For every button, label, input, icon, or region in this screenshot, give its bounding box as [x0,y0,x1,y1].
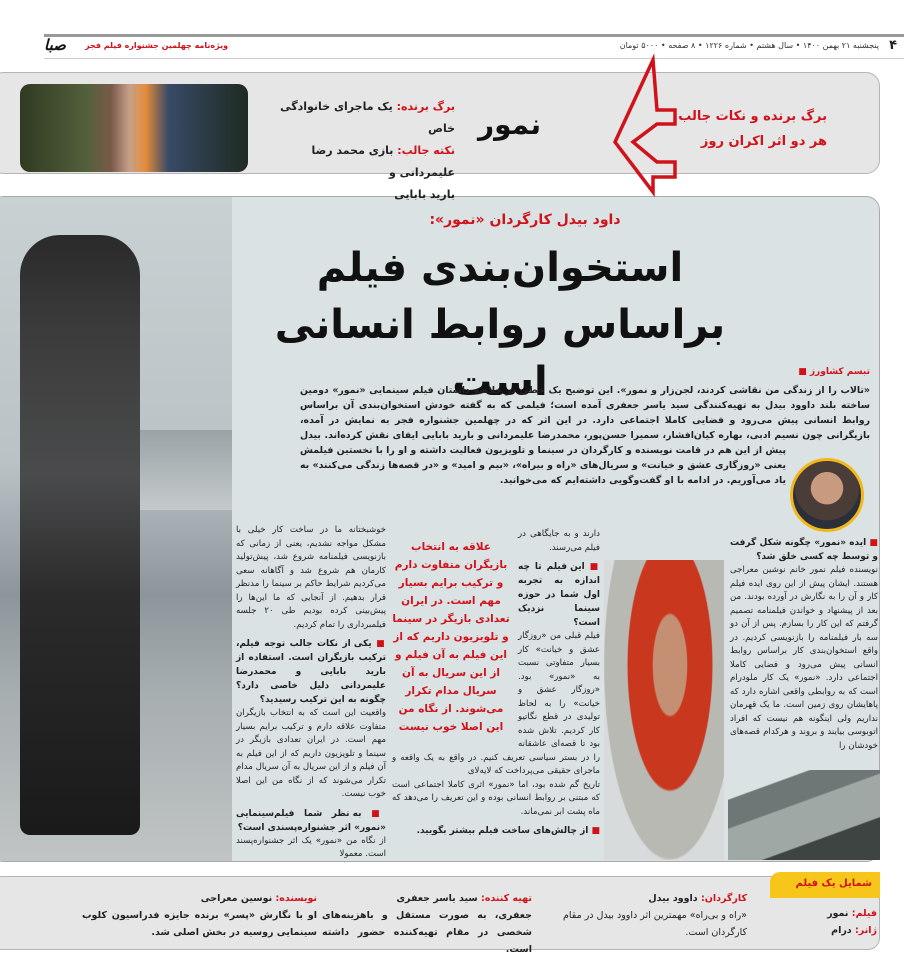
answer-4: واقعیت این است که به انتخاب بازیگران متفاوت علاقه دارم و ترکیب برایم بسیار مهم است. در ایران تعدادی بازیگر در سینما و تلویزیون داریم که از این فیلم به آن فیلم و از این سریال به آن سریال مدام تکرار می‌شوند که از نگاه من این اصلا خوب نیست. [236,708,386,799]
writer-block [82,890,317,941]
question-2: ■ این فیلم تا چه اندازه به تجربه اول شما در حوزه سینما نزدیک است؟ [392,560,600,630]
film-genre-block [767,905,877,939]
answer-2-end: تاریخ گم شده بود، اما «نمور» اثری کاملا اجتماعی است که مبتنی بر روابط انسانی بوده و این تعریف را می‌دهد که ماه پشت ابر نمی‌ماند. [392,779,600,817]
issue-info: پنجشنبه ۲۱ بهمن ۱۴۰۰ • سال هشتم • شماره ۱۲۲۶ • ۸ صفحه • ۵۰۰۰ تومان [619,41,879,50]
page-number: ۴ [889,38,897,53]
column-middle [392,528,600,838]
writer-label: نویسنده: [275,893,317,904]
question-4: ■ یکی از نکات جالب توجه فیلم، ترکیب بازیگران است. استفاده از بارید بابایی و محمدرضا علیمردانی دلیل خاصی دارد؟ چگونه به این ترکیب رسیدید؟ [236,637,386,707]
point-value-2: بارید بابایی [394,188,455,201]
actress-photo [604,560,724,860]
producer-text: جعفری، به صورت مستقل و باهزینه‌های شخصی در مقام تهیه‌کننده حضور داشته است. [322,910,532,955]
car-photo [728,770,880,860]
banner-note-line2: هر دو اثر اکران روز [700,134,827,149]
article-kicker: داود بیدل کارگردان «نمور»: [429,212,621,228]
answer-2: فیلم قبلی من «روزگار عشق و خیانت» کار بسیار متفاوتی نسبت به «نمور» بود. «روزگار عشق و خیانت» را به لحاظ تولیدی در قطع نگاتیو کار کردیم. تلاش شده بود تا قصه‌ای عاشقانه را در بستر سیاسی تعریف کنیم. در واقع به یک واقعه و ماجرای حقیقی می‌پرداخت که لایه‌لای [392,631,600,776]
trump-label: برگ برنده: [396,100,455,113]
film-card-tab: شمایل یک فیلم [770,872,880,898]
arrow-icon [575,52,685,202]
writer-text: او با نگارش «پسر» برنده جایزه فدراسیون کلوب سینمایی روسیه در بخش اصلی شد. [82,910,317,938]
man-figure [20,235,140,835]
title-line-1: استخوان‌بندی فیلم [316,245,684,291]
question-1: ■ ایده «نمور» چگونه شکل گرفت و توسط چه کسی خلق شد؟ [730,536,878,564]
column-right [730,536,878,753]
point-value: بازی محمد رضا علیمردانی و [311,144,455,179]
banner-film-title: نمور [478,108,541,141]
genre-label: ژانر: [854,925,877,936]
answer-1: نویسنده فیلم نمور خانم نوشین معراجی هستند. ایشان پیش از این روی ایده فیلم کار و آن را به نگارش در آورده بودند. من بعد از پیشنهاد و خواندن فیلمنامه تصمیم گرفتم که این کار را بسازم. پس از آن دو سه بار فیلمنامه را بازنویسی کردیم. در واقع استخوان‌بندی کار براساس روابط انسانی پیش می‌رود و فضایی کاملا اجتماعی دارد. «نمور» یک کار ملودرام است که به روابطی واقعی اشاره دارد که پاهایشان روی زمین است. ما یک قهرمان نداریم ولی اینگونه هم نیست که افراد اتوبوسی بیایند و بروند و هرکدام قصه‌های خودشان را [730,565,878,751]
answer-3: خوشبختانه ما در ساخت کار خیلی با مشکل مواجه نشدیم، یعنی از زمانی که بازنویسی فیلمنامه شروع شد، پیش‌تولید کارمان هم شروع شد و آگاهانه سعی می‌کردیم شرایط حاکم بر سینما را مدنظر قرار بدهیم. از آنجایی که ما این‌ها را پیش‌بینی کرده بودیم طی ۲۰ جلسه فیلمبرداری را تمام کردیم. [236,525,386,630]
film-label: فیلم: [851,908,877,919]
director-block [547,890,747,941]
film-value: نمور [827,908,852,919]
director-text: «راه و بی‌راه» مهمترین اثر داوود بیدل در مقام کارگردان است. [563,910,747,938]
producer-value: سید یاسر جعفری [396,893,482,904]
banner-details [255,96,455,206]
pull-quote: علاقه به انتخاب بازیگران متفاوت دارم و ترکیب برایم بسیار مهم است. در ایران تعدادی بازیگر در سینما و تلویزیون داریم که از این فیلم به آن فیلم و از این سریال به آن سریال مدام تکرار می‌شوند. از نگاه من این اصلا خوب نیست [392,541,510,733]
column-left [236,524,386,862]
question-3: ■ از چالش‌های ساخت فیلم بیشتر بگویید. [392,824,600,838]
trump-value: یک ماجرای خانوادگی خاص [280,100,455,135]
answer-1-end: دارند و به جایگاهی در فیلم می‌رسند. [518,529,600,553]
writer-value: نوسین معراجی [200,893,276,904]
genre-value: درام [831,925,855,936]
producer-label: تهیه کننده: [481,893,532,904]
point-label: نکته جالب: [397,144,455,157]
header-rule [44,34,904,37]
header-rule-bottom [44,58,904,59]
supplement-title: ویژه‌نامه چهلمین جشنواره فیلم فجر [85,41,229,50]
answer-5: از نگاه من «نمور» یک اثر جشنواره‌پسند است. معمولا [236,835,386,859]
portrait-spacer [786,455,870,525]
banner-note-line1: برگ برنده و نکات جالب [678,109,827,124]
banner-photo [20,84,248,172]
director-value: داوود بیدل [648,893,701,904]
article-intro-block [300,383,870,525]
question-5: ■ به نظر شما فیلم‌سینمایی «نمور» اثر جشنواره‌پسندی است؟ [236,807,386,835]
article-intro: «تالاب را از زندگی من نقاشی کردند، لجن‌زار و نمور». این توضیح یک خطی در خلاصه داستان فیلم سینمایی «نمور» دومین ساخته بلند داوود بیدل به تهیه‌کنندگی سید یاسر جعفری آمده است؛ فیلمی که به گفته خودش استخوان‌بندی آن براساس روابط انسانی پیش می‌رود و فضایی کاملا اجتماعی دارد. در این اثر که در چهلمین جشنواره فجر به نمایش در آمده، بازیگرانی چون نسیم ادبی، بهاره کیان‌افشار، سمیرا حسن‌پور، محمدرضا علیمردانی و بارید بابایی ایفای نقش کرده‌اند. بیدل پیش از این هم در قامت نویسنده و کارگردان در سینما و تلویزیون فعالیت داشته و او را با نخستین فیلمش یعنی «روزگاری عشق و خیانت» و سریال‌های «راه و بیراه»، «بیم و امید» و «در قصه‌ها زندگی می‌کنند» به یاد می‌آوریم. در ادامه با او گفت‌وگویی داشته‌ایم که می‌خوانید. [300,385,870,486]
producer-block [322,890,532,958]
byline: تبسم کشاورز ■ [798,367,870,377]
title-line-2: براساس روابط انسانی است [274,302,726,405]
director-label: کارگردان: [700,893,747,904]
banner-note [678,104,827,154]
newspaper-logo: صبا [44,36,66,54]
